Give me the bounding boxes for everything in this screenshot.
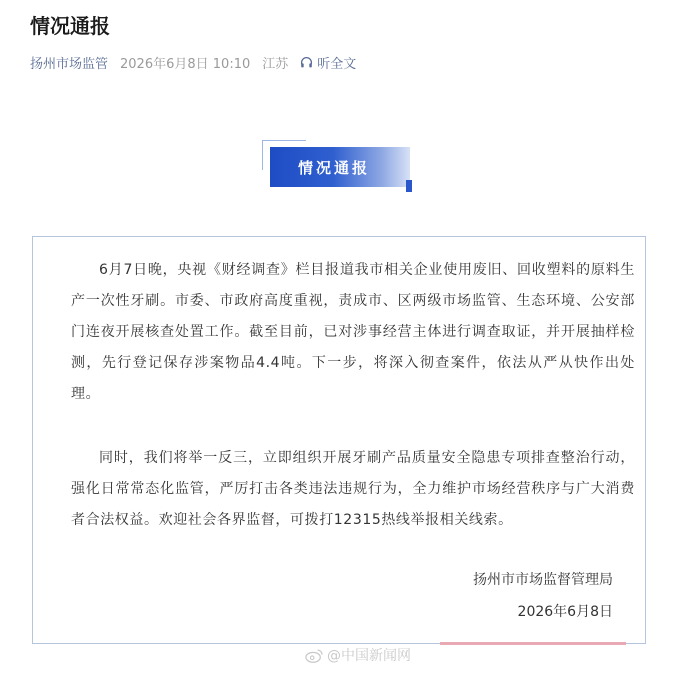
- banner-decor-corner: [406, 180, 412, 192]
- listen-label: 听全文: [317, 57, 357, 72]
- article-meta: [30, 53, 356, 72]
- notice-banner: [262, 140, 422, 192]
- headphones-icon: [300, 56, 313, 69]
- listen-full-text-button[interactable]: [300, 53, 356, 72]
- signature-organization: 扬州市市场监督管理局: [473, 572, 613, 588]
- publish-date: 2026年6月8日 10:10: [120, 57, 251, 72]
- notice-box: [32, 236, 646, 644]
- banner-title: 情况通报: [270, 147, 410, 187]
- page-title: 情况通报: [30, 14, 110, 38]
- notice-paragraph: 同时，我们将举一反三，立即组织开展牙刷产品质量安全隐患专项排查整治行动，强化日常常态化监管，严厉打击各类违法违规行为，全力维护市场经营秩序与广大消费者合法权益。欢迎社会各界监督，可拨打12315热线举报相关线索。: [71, 450, 635, 528]
- decorative-line: [440, 642, 626, 645]
- banner-decor-line: [262, 140, 306, 141]
- signature-date: 2026年6月8日: [517, 604, 613, 620]
- region-label: 江苏: [262, 57, 289, 72]
- notice-paragraph: 6月7日晚，央视《财经调查》栏目报道我市相关企业使用废旧、回收塑料的原料生产一次性牙刷。市委、市政府高度重视，责成市、区两级市场监管、生态环境、公安部门连夜开展核查处置工作。截至目前，已对涉事经营主体进行调查取证，并开展抽样检测，先行登记保存涉案物品4.4吨。下一步，将深入彻查案件，依法从严从快作出处理。: [71, 262, 635, 402]
- weibo-icon: [305, 648, 323, 663]
- account-name-link[interactable]: 扬州市场监管: [30, 57, 109, 72]
- watermark-text: @中国新闻网: [327, 648, 411, 664]
- banner-decor-line: [262, 140, 263, 170]
- watermark: [305, 645, 411, 665]
